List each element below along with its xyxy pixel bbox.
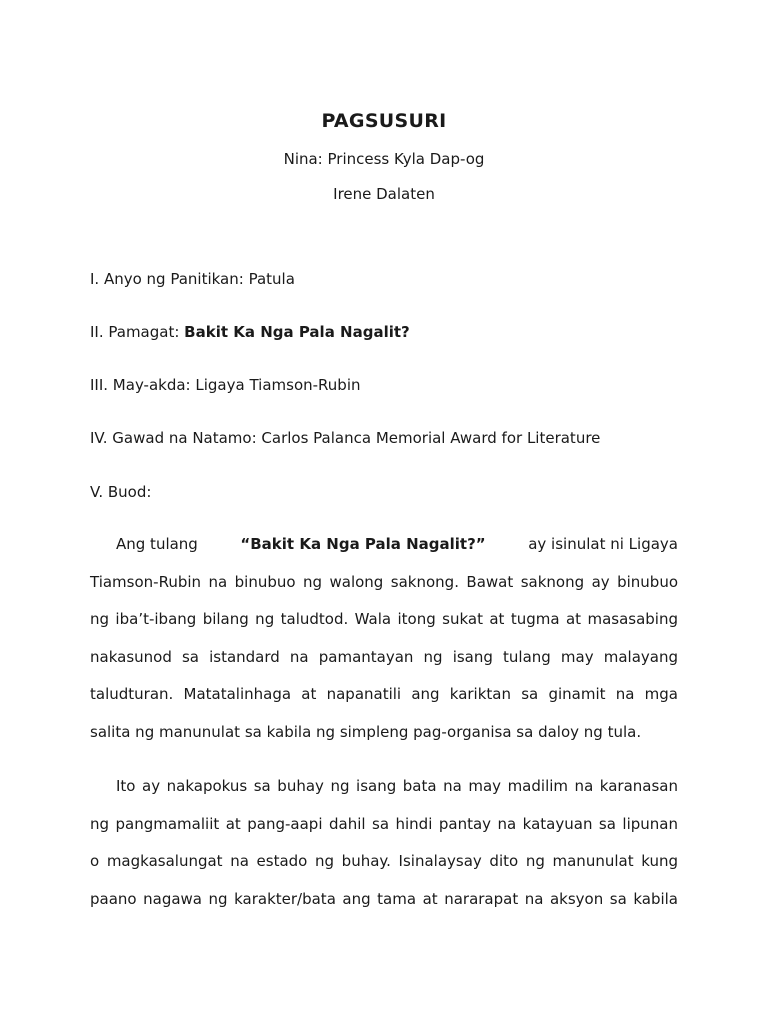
poem-title-inline: “Bakit Ka Nga Pala Nagalit?” — [240, 535, 486, 553]
field-anyo — [90, 270, 295, 288]
field-anyo-value: Patula — [248, 270, 295, 288]
authors-line-2: Irene Dalaten — [333, 185, 435, 203]
authors-line-1: Nina: Princess Kyla Dap-og — [283, 150, 485, 168]
document-title: PAGSUSURI — [321, 110, 447, 132]
paragraph-1-line-6: salita ng manunulat sa kabila ng simpleng pag-organisa sa daloy ng tula. — [90, 722, 642, 741]
paragraph-2-line-1: Ito ay nakapokus sa buhay ng isang bata na may madilim na karanasan — [116, 777, 678, 795]
paragraph-2-line-3: o magkasalungat na estado ng buhay. Isinalaysay dito ng manunulat kung — [90, 852, 678, 870]
paragraph-1-line-4: nakasunod sa istandard na pamantayan ng isang tulang may malayang — [90, 647, 678, 666]
paragraph-1-line-5: taludturan. Matatalinhaga at napanatili ang kariktan sa ginamit na mga — [90, 685, 678, 703]
paragraph-1-line-1-post: ay isinulat ni Ligaya — [528, 535, 678, 553]
field-pamagat — [90, 323, 410, 341]
field-pamagat-value: Bakit Ka Nga Pala Nagalit? — [184, 323, 410, 341]
field-mayakda-value: Ligaya Tiamson-Rubin — [195, 376, 361, 394]
paragraph-1-line-1-pre: Ang tulang — [116, 535, 198, 553]
paragraph-1-line-3: ng iba’t-ibang bilang ng taludtod. Wala itong sukat at tugma at masasabing — [90, 610, 678, 628]
field-pamagat-label: II. Pamagat: — [90, 323, 185, 341]
field-gawad-label: IV. Gawad na Natamo: — [90, 429, 262, 447]
field-gawad-value: Carlos Palanca Memorial Award for Literature — [261, 429, 601, 447]
paragraph-2-line-2: ng pangmamaliit at pang-aapi dahil sa hindi pantay na katayuan sa lipunan — [90, 814, 678, 833]
paragraph-1-line-1 — [90, 535, 678, 573]
paragraph-2-line-4: paano nagawa ng karakter/bata ang tama at nararapat na aksyon sa kabila — [90, 889, 678, 908]
field-buod — [90, 483, 151, 501]
summary-paragraph-2 — [90, 777, 678, 927]
summary-paragraph-1 — [90, 535, 678, 760]
field-mayakda-label: III. May-akda: — [90, 376, 196, 394]
field-gawad — [90, 429, 600, 447]
paragraph-1-line-2: Tiamson-Rubin na binubuo ng walong saknong. Bawat saknong ay binubuo — [90, 572, 678, 591]
field-mayakda — [90, 376, 361, 394]
field-anyo-label: I. Anyo ng Panitikan: — [90, 270, 249, 288]
field-buod-label: V. Buod: — [90, 483, 152, 501]
